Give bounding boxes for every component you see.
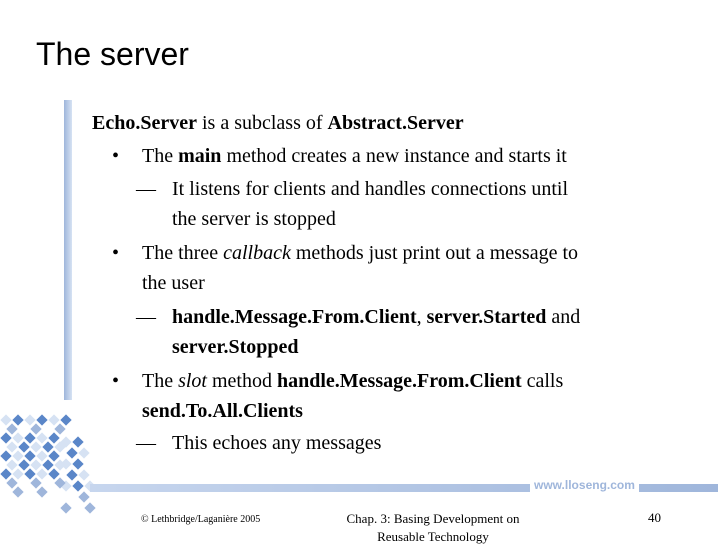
mosaic-tile [0, 450, 11, 461]
website-url: www.lloseng.com [530, 478, 639, 492]
text-run: , [416, 306, 427, 328]
mosaic-tile [78, 491, 89, 502]
text-run: The three [142, 242, 224, 264]
mosaic-tile [66, 469, 77, 480]
mosaic-tile [48, 468, 59, 479]
slide-text-line [172, 430, 381, 456]
mosaic-tile [18, 459, 29, 470]
bullet-marker: • [112, 145, 120, 167]
mosaic-tile [6, 459, 17, 470]
mosaic-tile [12, 450, 23, 461]
mosaic-tile [0, 432, 11, 443]
code-term: Abstract.Server [327, 112, 464, 134]
code-term: send.To.All.Clients [142, 400, 303, 422]
text-run: The [142, 145, 179, 167]
mosaic-tile [12, 468, 23, 479]
text-run: is a subclass of [196, 112, 328, 134]
text-run: and [546, 306, 581, 328]
mosaic-tile [24, 432, 35, 443]
mosaic-tile [0, 468, 11, 479]
mosaic-tile [42, 459, 53, 470]
bullet-marker: • [112, 370, 120, 392]
text-run: the user [142, 272, 205, 294]
mosaic-tile [12, 486, 23, 497]
text-run: methods just print out a message to [290, 242, 579, 264]
mosaic-tile [84, 502, 95, 513]
text-run: calls [521, 370, 564, 392]
slide-text-line [142, 368, 563, 394]
mosaic-tile [36, 432, 47, 443]
mosaic-tile [6, 441, 17, 452]
mosaic-tile [30, 423, 41, 434]
mosaic-tile [42, 423, 53, 434]
code-term: handle.Message.From.Client [277, 370, 522, 392]
dash-marker: — [136, 178, 156, 200]
slide-text-line [172, 176, 568, 202]
mosaic-tile [12, 432, 23, 443]
mosaic-tile [24, 450, 35, 461]
slide-text-line [172, 304, 580, 330]
mosaic-tile [36, 468, 47, 479]
text-run: the server is stopped [172, 208, 336, 230]
mosaic-tile [6, 477, 17, 488]
slide-title: The server [36, 36, 189, 72]
mosaic-tile [72, 436, 83, 447]
mosaic-tile [42, 477, 53, 488]
slide-text-line [92, 110, 464, 136]
emphasis-text: callback [223, 242, 291, 264]
page-number: 40 [648, 510, 661, 525]
mosaic-tile [48, 414, 59, 425]
mosaic-tile [72, 480, 83, 491]
slide-text-line [142, 143, 567, 169]
mosaic-tile [24, 468, 35, 479]
dash-marker: — [136, 306, 156, 328]
dash-marker: — [136, 432, 156, 454]
bullet-marker: • [112, 242, 120, 264]
footer-copyright: © Lethbridge/Laganière 2005 [141, 514, 261, 525]
mosaic-tile [54, 423, 65, 434]
mosaic-tile [60, 414, 71, 425]
mosaic-tile [30, 477, 41, 488]
slide-text-line [142, 240, 578, 266]
mosaic-tile [42, 441, 53, 452]
emphasis-text: slot [178, 370, 207, 392]
mosaic-tile [24, 486, 35, 497]
code-term: Echo.Server [92, 112, 197, 134]
mosaic-tile [60, 502, 71, 513]
text-run: The [142, 370, 179, 392]
mosaic-tile [18, 477, 29, 488]
text-run: It listens for clients and handles connections until [172, 178, 569, 200]
code-term: main [178, 145, 222, 167]
vertical-accent-bar [64, 100, 72, 400]
mosaic-tile [24, 414, 35, 425]
mosaic-tile [66, 491, 77, 502]
mosaic-tile [18, 441, 29, 452]
mosaic-tile [36, 450, 47, 461]
mosaic-tile [66, 425, 77, 436]
mosaic-tile [0, 486, 11, 497]
mosaic-tile [72, 458, 83, 469]
slide-text-line [142, 270, 205, 296]
mosaic-tile [36, 486, 47, 497]
mosaic-tile [48, 450, 59, 461]
mosaic-tile [48, 486, 59, 497]
mosaic-tile [30, 459, 41, 470]
mosaic-tile [6, 423, 17, 434]
code-term: server.Stopped [172, 336, 299, 358]
mosaic-tile [0, 414, 11, 425]
mosaic-tile [18, 423, 29, 434]
code-term: handle.Message.From.Client [172, 306, 417, 328]
footer-chapter: Chap. 3: Basing Development on Reusable Technology [346, 511, 520, 544]
decorative-mosaic [0, 380, 100, 530]
mosaic-tile [78, 447, 89, 458]
mosaic-tile [66, 447, 77, 458]
mosaic-tile [12, 414, 23, 425]
mosaic-tile [30, 441, 41, 452]
slide-text-line [142, 398, 303, 424]
slide-text-line [172, 334, 298, 360]
slide-text-line [172, 206, 336, 232]
mosaic-tile [48, 432, 59, 443]
text-run: method [207, 370, 277, 392]
text-run: method creates a new instance and starts it [221, 145, 567, 167]
mosaic-tile [36, 414, 47, 425]
text-run: This echoes any messages [172, 432, 382, 454]
mosaic-tile [78, 469, 89, 480]
mosaic-tile [72, 502, 83, 513]
code-term: server.Started [426, 306, 547, 328]
